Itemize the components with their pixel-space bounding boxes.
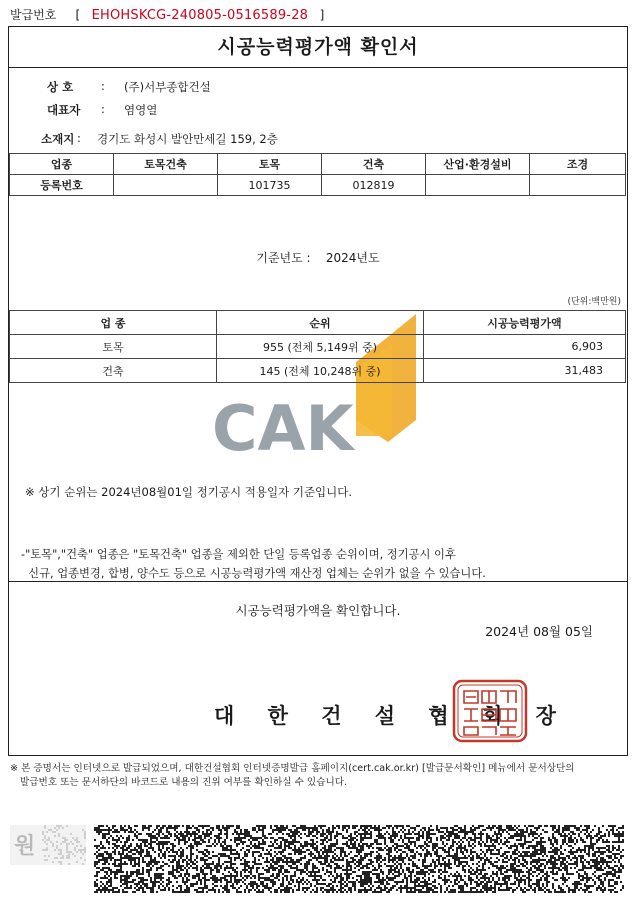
evaluation-amount: 6,903: [424, 335, 626, 359]
trade-name-colon: :: [101, 79, 105, 93]
registration-header-cell: 건축: [322, 154, 426, 175]
issue-number-bracket-close: ]: [319, 8, 325, 22]
registration-cell: [114, 175, 218, 196]
registration-header-cell: 산업·환경설비: [426, 154, 530, 175]
registration-cell: 101735: [218, 175, 322, 196]
footnote-line: 발급번호 또는 문서하단의 바코드로 내용의 진위 여부를 확인하실 수 있습니다.: [20, 777, 348, 788]
ceo-label: 대표자: [47, 103, 81, 117]
issue-number-line: [10, 6, 324, 23]
confirmation-text: 시공능력평가액을 확인합니다.: [235, 603, 401, 618]
document-title: 시공능력평가액 확인서: [9, 27, 627, 68]
address-value: 경기도 화성시 발안만세길 159, 2층: [97, 132, 278, 146]
trade-name-value: (주)서부종합건설: [124, 80, 211, 94]
registration-header-row: [10, 154, 626, 175]
evaluation-industry: 건축: [10, 359, 217, 383]
ceo-value: 염영열: [124, 103, 158, 117]
evaluation-header-cell: 순위: [217, 311, 424, 335]
basis-year: [9, 249, 627, 266]
evaluation-table: [9, 310, 626, 383]
registration-table: [9, 153, 626, 196]
registration-header-cell: 업종: [10, 154, 114, 175]
registration-number-row: [10, 175, 626, 196]
unit-note: (단위:백만원): [567, 297, 621, 307]
issue-number-bracket-open: [: [75, 8, 81, 22]
section-divider: [9, 581, 627, 582]
certificate-sheet: [8, 26, 628, 756]
issue-date: 2024년 08월 05일: [485, 624, 593, 639]
issue-number-label: 발급번호: [10, 8, 57, 22]
stamp-mark-text: 원: [14, 834, 36, 859]
ceo-colon: :: [101, 102, 105, 116]
issue-number-value: EHOHSKCG-240805-0516589-28: [91, 8, 309, 23]
evaluation-header-cell: 업 종: [10, 311, 217, 335]
evaluation-industry: 토목: [10, 335, 217, 359]
basis-year-value: 2024년도: [325, 251, 380, 265]
seal-glyphs: [464, 691, 516, 735]
policy-note-line: 신규, 업종변경, 합병, 양수도 등으로 시공능력평가액 재산정 업체는 순위가 없을 수 있습니다.: [21, 567, 486, 580]
basis-year-label: 기준년도 :: [256, 251, 311, 265]
logo-text: CAK: [212, 392, 354, 465]
issuer-name: 대 한 건 설 협 회 장: [214, 704, 569, 728]
basis-note: ※ 상기 순위는 2024년08월01일 정기공시 적용일자 기준입니다.: [25, 485, 353, 499]
registration-cell: 012819: [322, 175, 426, 196]
evaluation-amount: 31,483: [424, 359, 626, 383]
policy-note: [21, 545, 486, 583]
seal-inner-border: [458, 685, 522, 737]
registration-header-cell: 토목: [218, 154, 322, 175]
verification-barcode: [94, 825, 624, 893]
evaluation-rank: 145 (전체 10,248위 중): [217, 359, 424, 383]
registration-header-cell: 토목건축: [114, 154, 218, 175]
policy-note-line: -"토목","건축" 업종은 "토목건축" 업종을 제외한 단일 등록업종 순위이며, 정기공시 이후: [21, 548, 456, 561]
evaluation-rank: 955 (전체 5,149위 중): [217, 335, 424, 359]
stamp-mark-image: [10, 825, 86, 865]
registration-cell: [426, 175, 530, 196]
official-seal: [452, 679, 528, 743]
address-colon: :: [77, 131, 81, 145]
evaluation-header-row: [10, 311, 626, 335]
footnote-line: ※ 본 증명서는 인터넷으로 발급되었으며, 대한건설협회 인터넷증명발급 홈페이지(cert.cak.or.kr) [발급문서확인] 메뉴에서 문서상단의: [10, 763, 575, 774]
evaluation-header-cell: 시공능력평가액: [424, 311, 626, 335]
footnote: [10, 762, 575, 790]
evaluation-row: [10, 335, 626, 359]
address-label: 소재지: [41, 132, 75, 146]
registration-header-cell: 조경: [530, 154, 626, 175]
registration-row-label: 등록번호: [10, 175, 114, 196]
trade-name-label: 상 호: [47, 80, 74, 94]
evaluation-row: [10, 359, 626, 383]
registration-cell: [530, 175, 626, 196]
